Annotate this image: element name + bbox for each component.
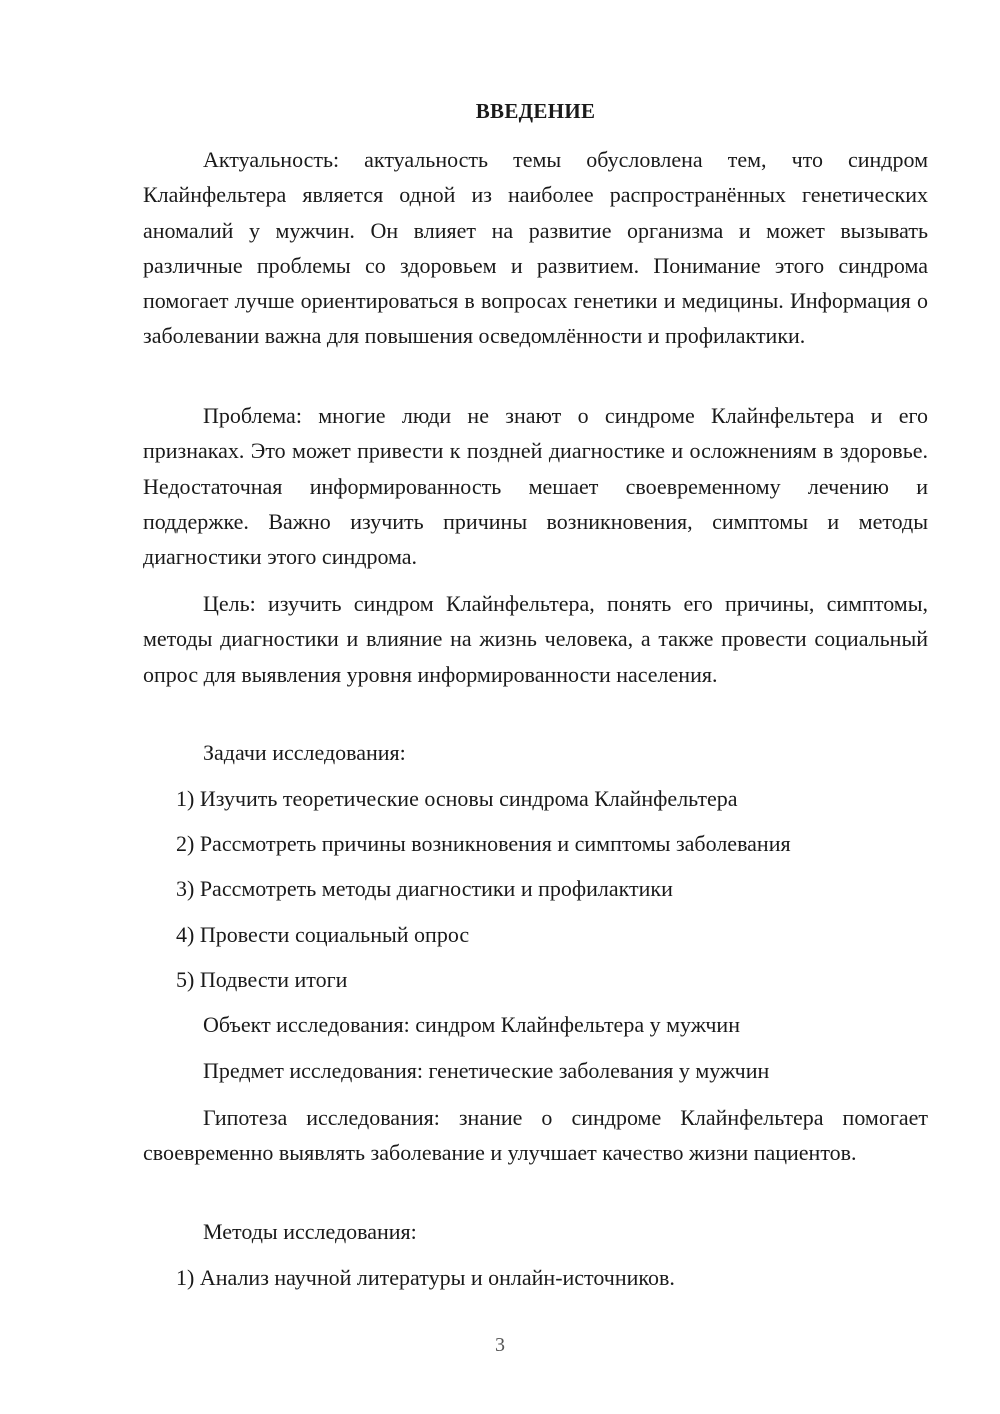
goal-paragraph: Цель: изучить синдром Клайнфельтера, понять его причины, симптомы, методы диагностики и влияние на жизнь человека, а также провести социальный опрос для выявления уровня информированности населения. — [143, 591, 928, 687]
task-item: 5) Подвести итоги — [176, 967, 348, 992]
problem-paragraph: Проблема: многие люди не знают о синдроме Клайнфельтера и его признаках. Это может привести к поздней диагностике и осложнениям в здоровье. Недостаточная информированность мешает своевременному лечению и поддержке. Важно изучить причины возникновения, симптомы и методы диагностики этого синдрома. — [143, 403, 928, 570]
task-item: 2) Рассмотреть причины возникновения и симптомы заболевания — [176, 831, 791, 856]
section-title: ВВЕДЕНИЕ — [475, 99, 596, 123]
method-item: 1) Анализ научной литературы и онлайн-источников. — [176, 1265, 675, 1290]
hypothesis-paragraph: Гипотеза исследования: знание о синдроме Клайнфельтера помогает своевременно выявлять заболевание и улучшает качество жизни пациентов. — [143, 1105, 928, 1166]
object-line: Объект исследования: синдром Клайнфельтера у мужчин — [203, 1012, 740, 1037]
subject-line: Предмет исследования: генетические заболевания у мужчин — [203, 1058, 770, 1083]
methods-heading: Методы исследования: — [203, 1219, 417, 1244]
tasks-heading: Задачи исследования: — [203, 740, 406, 765]
relevance-paragraph: Актуальность: актуальность темы обусловлена тем, что синдром Клайнфельтера является одной из наиболее распространённых генетических аномалий у мужчин. Он влияет на развитие организма и может вызывать различные проблемы со здоровьем и развитием. Понимание этого синдрома помогает лучше ориентироваться в вопросах генетики и медицины. Информация о заболевании важна для повышения осведомлённости и профилактики. — [143, 147, 928, 349]
task-item: 3) Рассмотреть методы диагностики и профилактики — [176, 876, 673, 901]
task-item: 4) Провести социальный опрос — [176, 922, 470, 947]
task-item: 1) Изучить теоретические основы синдрома Клайнфельтера — [176, 786, 738, 811]
page-number: 3 — [495, 1334, 505, 1356]
